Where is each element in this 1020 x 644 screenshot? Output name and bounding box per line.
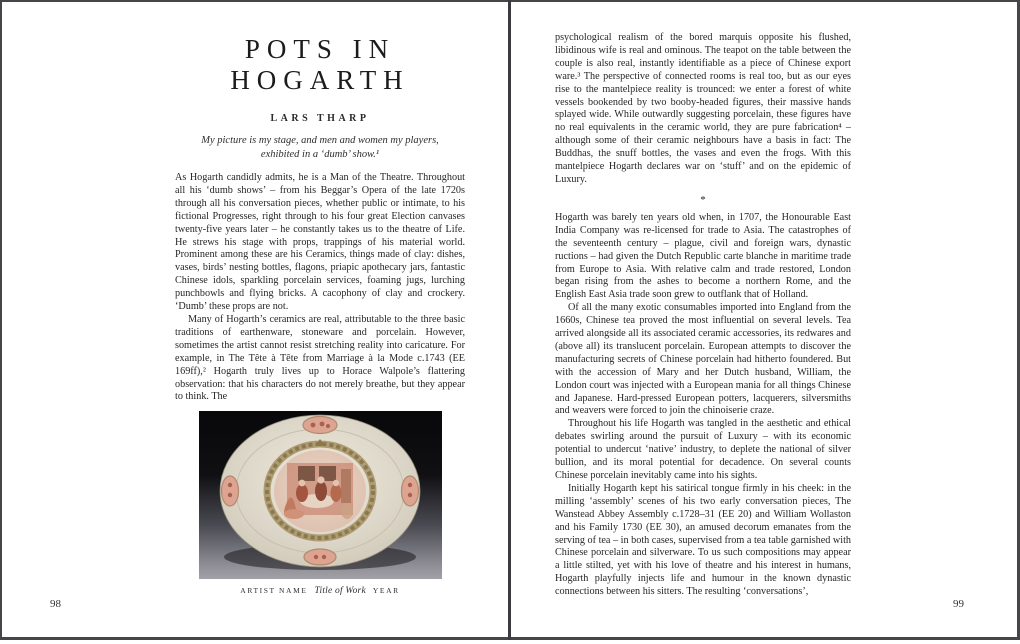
paragraph: psychological realism of the bored marquis opposite his flushed, libidinous wife is real and ominous. The teapot on the table between the couple is also real, instantly identifiable as a piece of Chinese export ware.³ The perspective of connected rooms is real too, but as our eyes rise to the mantelpiece reality is trounced: we enter a forest of white vessels bookended by two booby-headed figures, their massive hands splayed wide. While outwardly suggesting porcelain, these figures have no real equivalents in the ceramic world, they are pure fabrication⁴ – although some of their ceramic neighbours have a basis in fact: The Buddhas, the snuff bottles, the vases and even the frogs. With this mantelpiece Hogarth declares war on ‘stuff’ and on the epidemic of Luxury. (555, 32, 851, 185)
left-text-column (175, 0, 465, 596)
paragraph: As Hogarth candidly admits, he is a Man of the Theatre. Throughout all his ‘dumb shows’ – from his Beggar’s Opera of the late 1720s through all his conversation pieces, whether public or intimate, to his fictional Progresses, right through to his four great Election canvases twenty-five years later – he constantly takes us to the theatre of Life. He strews his stage with props, trappings of his material world. Prominent among these are his Ceramics, things made of clay: dishes, vases, birds’ nesting bottles, flagons, priapic apothecary jars, fantastic Chinese idols, sparkling porcelain services, foaming jugs, lurching punchbowls and flying bricks. A cacophony of clay and crockery. ‘Dumb’ these props are not. (175, 172, 465, 313)
author-name: LARS THARP (270, 113, 370, 124)
paragraph: Many of Hogarth’s ceramics are real, attributable to the three basic traditions of earthenware, stoneware and porcelain. However, sometimes the artist cannot resist stretching reality into caricature. For example, in The Tête à Tête from Marriage à la Mode c.1743 (EE 169ff),² Hogarth truly lives up to Horace Walpole’s flattering observation: that his characters do not merely breathe, but they appear to think. The (175, 313, 465, 403)
epigraph-line1: My picture is my stage, and men and women my players, (201, 135, 439, 146)
caption-year: YEAR (372, 586, 400, 596)
chapter-title (175, 34, 465, 96)
caption-artist: ARTIST NAME (240, 586, 308, 596)
page-number-right: 99 (953, 598, 964, 610)
section-divider: * (700, 193, 706, 206)
page-left (2, 0, 508, 644)
chapter-title-line1: POTS IN (244, 34, 396, 64)
figure-image (199, 411, 442, 579)
caption-work-title: Title of Work (314, 586, 366, 597)
epigraph-line2: exhibited in a ‘dumb’ show.¹ (260, 148, 380, 160)
left-body-text (175, 172, 465, 404)
right-text-column (555, 32, 851, 599)
paragraph: Of all the many exotic consumables imported into England from the 1660s, Chinese tea proved the most influential on several levels. Tea arrived alongside all its associated ceramic accessories, its redwares and (above all) its translucent porcelain. European attempts to discover the manufacturing secrets of Chinese porcelain had hitherto foundered. But with the accession of Mary and her Dutch husband, William, the London court was injected with a European mania for all things Chinese and Japanese. Hard-pressed European potters, lacquerers, silversmiths and weavers were forced to join the chinoiserie craze. (555, 302, 851, 417)
page-number-left: 98 (50, 598, 61, 610)
paragraph: Hogarth was barely ten years old when, in 1707, the Honourable East India Company was re-licensed for trade to Asia. The catastrophes of the seventeenth century – plague, civil and foreign wars, dynastic ructions – had given the Dutch Republic carte blanche in maritime trade from Europe to Asia. With relative calm and trade restored, London began rising from the ashes to become a northern Rome, and the English East Asia trade soon grew to outflank that of Holland. (555, 211, 851, 301)
paragraph: Throughout his life Hogarth was tangled in the aesthetic and ethical debates swirling around the pursuit of Luxury – with its economic potential to undercut ‘native’ industry, to deplete the national of silver bullion, and its moral potential for decadence. On several counts Chinese porcelain inevitably came into his sights. (555, 418, 851, 481)
porcelain-plate-photo (199, 411, 442, 579)
epigraph (175, 134, 465, 161)
figure-caption (175, 586, 465, 596)
chapter-title-line2: HOGARTH (230, 65, 410, 95)
page-right (511, 0, 1017, 644)
paragraph: Initially Hogarth kept his satirical tongue firmly in his cheek: in the milling ‘assembly’ scenes of his two early conversation pieces, The Wanstead Abbey Assembly c.1728–31 (EE 20) and William Wollaston and his Family 1730 (EE 30), an amused decorum emanates from the serving of tea – in both cases, supervised from a tea table garnished with Chinese porcelain and silverware. To us such compositions may appear a little stilted, yet with his love of theatre and his interest in humans, Hogarth playfully injects life and humour in the known dynastic connections between his sitters. The resulting ‘conversations’, (555, 482, 851, 598)
